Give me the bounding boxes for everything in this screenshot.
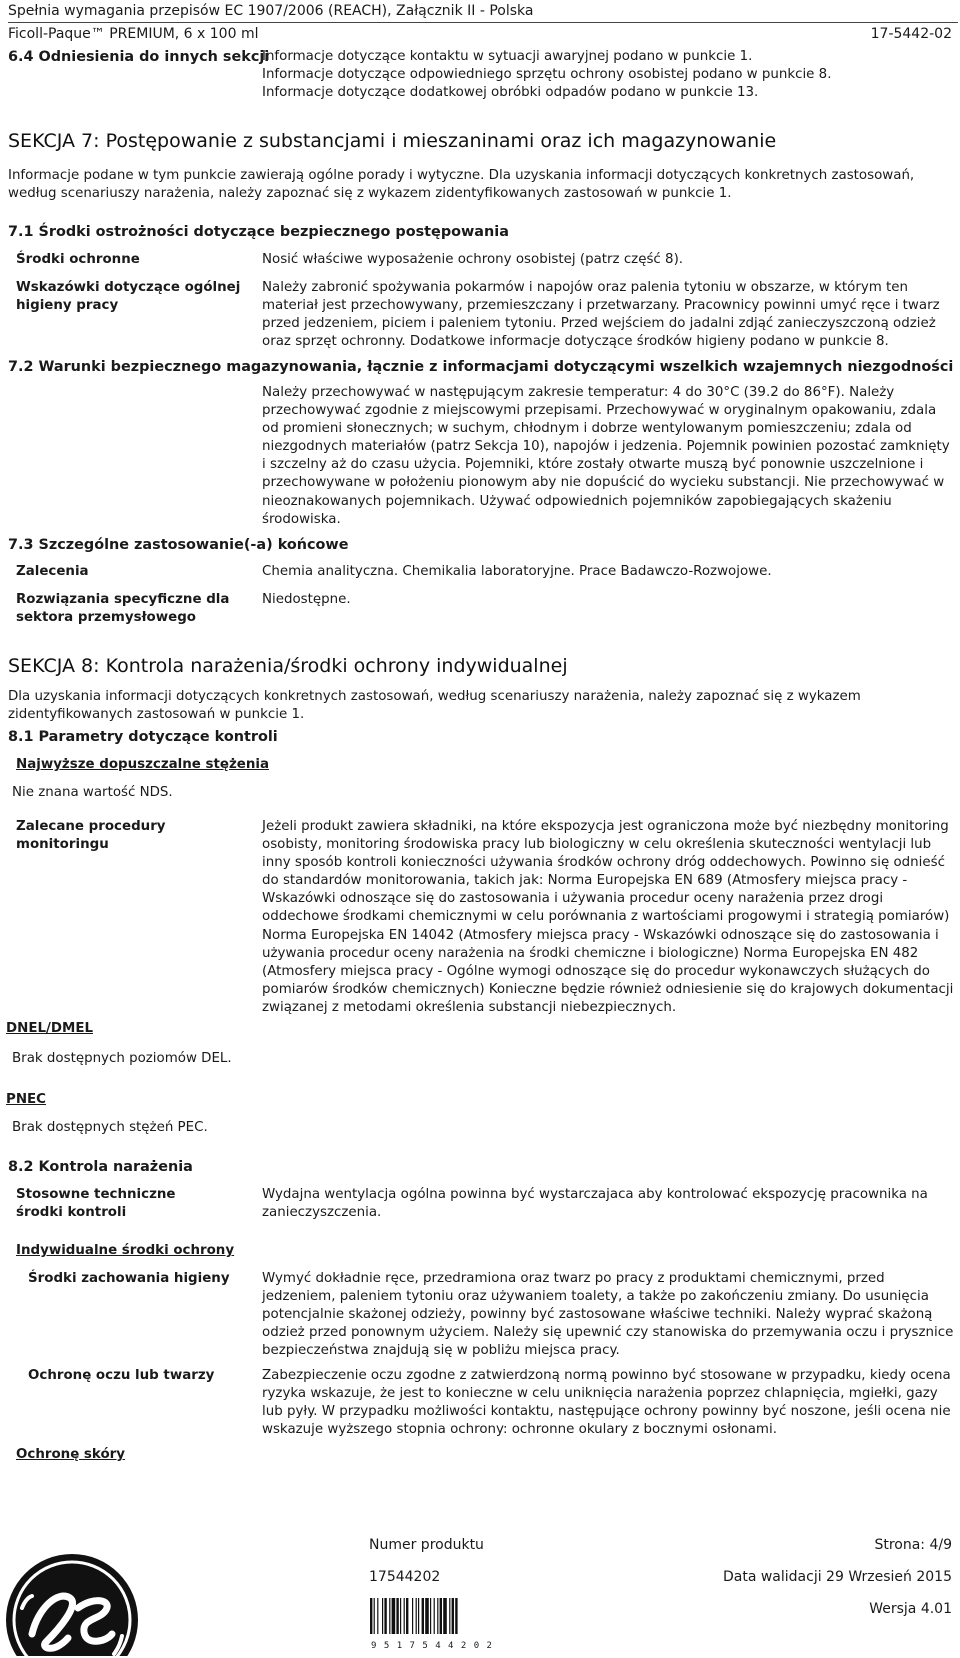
barcode-bar bbox=[418, 1598, 419, 1634]
s72-value: Należy przechowywać w następującym zakresie temperatur: 4 do 30°C (39.2 do 86°F). Należy przechowywać zgodnie z miejscowymi przepisami. Przechowywać w oryginalnym opakowaniu, zdala od promieni słonecznych; w suchym, chłodnym i dobrze wentylowanym pomieszczeniu; zdala od niezgodnych materiałów (patrz Sekcja 10), napojów i jedzenia. Pojemnik powinien pozostać zamknięty i szczelny aż do czasu użycia. Pojemniki, które zostały otwarte muszą być ponownie uszczelnione i przechowywane w położeniu pionowym aby nie dopuścić do wycieku substancji. Nie przechowywać w nieoznakowanych pojemnikach. Używać odpowiednich pojemników zapobiegających skażeniu środowiska. bbox=[262, 385, 950, 527]
section-7-title: SEKCJA 7: Postępowanie z substancjami i mieszaninami oraz ich magazynowanie bbox=[8, 130, 777, 152]
barcode-bar bbox=[422, 1598, 424, 1634]
s72-title: 7.2 Warunki bezpiecznego magazynowania, łącznie z informacjami dotyczącymi wszelkich wzajemnych niezgodności bbox=[8, 359, 954, 375]
s81-dnel-label: DNEL/DMEL bbox=[6, 1021, 94, 1036]
section-8-title: SEKCJA 8: Kontrola narażenia/środki ochrony indywidualnej bbox=[8, 655, 568, 677]
s82-eye-value: Zabezpieczenie oczu zgodne z zatwierdzoną normą powinno być stosowane w przypadku, kiedy ocena ryzyka wskazuje, że jest to konieczne w celu uniknięcia narażenia poprzez chlapnięcia, mgiełki, gazy lub pyły. W przypadku możliwości kontaktu, następujące ochrony powinny być noszone, jeśli ocena nie wskazuje wyższego stopnia ochrony: ochronne okulary z bocznymi osłonami. bbox=[262, 1368, 951, 1438]
footer-validation-date: Data walidacji 29 Wrzesień 2015 bbox=[722, 1569, 952, 1585]
barcode-bar bbox=[389, 1598, 390, 1634]
barcode-bar bbox=[412, 1598, 413, 1634]
barcode-bar bbox=[400, 1598, 401, 1634]
s71-protective-label: Środki ochronne bbox=[16, 252, 140, 267]
s81-monitoring-value: Jeżeli produkt zawiera składniki, na które ekspozycja jest ograniczona może być niezbędny monitoring osobisty, monitoring środowiska pracy lub biologiczny w celu określenia skuteczności wentylacji lub inny sposób kontroli konieczności używania środków ochrony dróg oddechowych. Powinno się odnieść do standardów monitorowania, takich jak: Norma Europejska EN 689 (Atmosfery miejsca pracy - Wskazówki odnoszące się do zastosowania i używania procedur oceny narażenia przez drogi oddechowe środkami chemicznymi w celu porównania z wartościami progowymi i strategią pomiarów) Norma Europejska EN 14042 (Atmosfery miejsca pracy - Wskazówki odnoszące się do zastosowania i używania procedur oceny narażenia na środki chemiczne i biologiczne) Norma Europejska EN 482 (Atmosfery miejsca pracy - Ogólne wymogi odnoszące się do procedur wykonawczych służących do pomiarów środków chemicznych) Konieczne będzie również odniesienie się do krajowych dokumentacji związanej z metodami określenia substancji niebezpiecznych. bbox=[262, 819, 954, 1015]
header-product: Ficoll-Paque™ PREMIUM, 6 x 100 ml bbox=[8, 26, 259, 42]
barcode-bar bbox=[452, 1598, 454, 1634]
footer-version: Wersja 4.01 bbox=[869, 1601, 952, 1617]
s82-hygiene-label: Środki zachowania higieny bbox=[28, 1271, 230, 1286]
s81-pnec-value: Brak dostępnych stężeń PEC. bbox=[12, 1120, 208, 1135]
barcode-bar bbox=[434, 1598, 435, 1634]
barcode-bar bbox=[396, 1598, 398, 1634]
footer-page: Strona: 4/9 bbox=[874, 1537, 952, 1553]
barcode-bar bbox=[416, 1598, 417, 1634]
barcode-bar bbox=[449, 1598, 450, 1634]
barcode-bar bbox=[455, 1598, 457, 1634]
s81-pnec-label: PNEC bbox=[6, 1092, 46, 1107]
footer-product-number: 17544202 bbox=[369, 1569, 441, 1585]
s73-title: 7.3 Szczególne zastosowanie(-a) końcowe bbox=[8, 537, 349, 553]
barcode-bar bbox=[425, 1598, 429, 1634]
barcode-icon bbox=[369, 1598, 495, 1636]
s64-line-3: Informacje dotyczące dodatkowej obróbki odpadów podano w punkcie 13. bbox=[262, 85, 759, 100]
header-regulation: Spełnia wymagania przepisów EC 1907/2006 (REACH), Załącznik II - Polska bbox=[8, 3, 534, 19]
s73-recommendations-label: Zalecenia bbox=[16, 564, 89, 579]
barcode-bar bbox=[430, 1598, 431, 1634]
s71-hygiene-value: Należy zabronić spożywania pokarmów i napojów oraz palenia tytoniu w obszarze, w którym ten materiał jest przechowywany, przemieszczany i przetwarzany. Pracownicy powinni umyć ręce i twarz przed jedzeniem, piciem i paleniem tytoniu. Przed wejściem do jadalni zdjąć zanieczyszczoną odzież oraz sprzęt ochronny. Dodatkowe informacje dotyczące środków higieny podano w punkcie 8. bbox=[262, 280, 940, 350]
footer-product-label: Numer produktu bbox=[369, 1537, 484, 1553]
s81-title: 8.1 Parametry dotyczące kontroli bbox=[8, 729, 278, 745]
ge-logo bbox=[2, 1550, 142, 1656]
s71-title: 7.1 Środki ostrożności dotyczące bezpiecznego postępowania bbox=[8, 224, 509, 240]
barcode-bar bbox=[404, 1598, 405, 1634]
s64-line-2: Informacje dotyczące odpowiedniego sprzętu ochrony osobistej podano w punkcie 8. bbox=[262, 67, 832, 82]
s82-eye-label: Ochronę oczu lub twarzy bbox=[28, 1368, 215, 1383]
barcode-bar bbox=[392, 1598, 396, 1634]
barcode-bar bbox=[437, 1598, 438, 1634]
s64-label: 6.4 Odniesienia do innych sekcji bbox=[8, 49, 270, 65]
s73-recommendations-value: Chemia analityczna. Chemikalia laboratoryjne. Prace Badawczo-Rozwojowe. bbox=[262, 564, 772, 579]
s82-title: 8.2 Kontrola narażenia bbox=[8, 1159, 193, 1175]
s82-ppe-label: Indywidualne środki ochrony bbox=[16, 1243, 235, 1258]
footer-barcode-digits: 9 5 1 7 5 4 4 2 0 2 bbox=[371, 1641, 493, 1652]
footer-barcode bbox=[369, 1598, 495, 1652]
barcode-bar bbox=[443, 1598, 447, 1634]
s82-engineering-value: Wydajna wentylacja ogólna powinna być wystarczajaca aby kontrolować ekspozycję pracownika na zanieczyszczenia. bbox=[262, 1187, 928, 1221]
ge-monogram-icon bbox=[2, 1550, 142, 1656]
header-divider bbox=[8, 22, 958, 23]
s73-industry-value: Niedostępne. bbox=[262, 592, 351, 607]
s81-dnel-value: Brak dostępnych poziomów DEL. bbox=[12, 1051, 232, 1066]
barcode-bar bbox=[406, 1598, 408, 1634]
barcode-bar bbox=[384, 1598, 386, 1634]
barcode-bar bbox=[374, 1598, 375, 1634]
s82-hygiene-value: Wymyć dokładnie ręce, przedramiona oraz twarz po pracy z produktami chemicznymi, przed jedzeniem, paleniem tytoniu oraz używaniem toalety, a także po zakończeniu zmiany. Do usunięcia potencjalnie skażonej odzieży, powinny być zastosowane właściwe techniki. Należy wyprać skażoną odzież przed ponownym użyciem. Należy się upewnić czy stanowiska do przemywania oczu i prysznice bezpieczeństwa znajdują się w pobliżu miejsca pracy. bbox=[262, 1271, 954, 1359]
s71-hygiene-label: Wskazówki dotyczące ogólnej higieny pracy bbox=[16, 280, 241, 314]
section-7-intro: Informacje podane w tym punkcie zawierają ogólne porady i wytyczne. Dla uzyskania informacji dotyczących konkretnych zastosowań, według scenariuszy narażenia, należy zapoznać się z wykazem zidentyfikowanych zastosowań w punkcie 1. bbox=[8, 168, 915, 202]
s82-skin-label: Ochronę skóry bbox=[16, 1447, 125, 1462]
barcode-bar bbox=[382, 1598, 383, 1634]
s64-line-1: Informacje dotyczące kontaktu w sytuacji awaryjnej podano w punkcie 1. bbox=[262, 49, 753, 64]
header-code: 17-5442-02 bbox=[870, 26, 952, 42]
s73-industry-label: Rozwiązania specyficzne dla sektora przemysłowego bbox=[16, 592, 230, 626]
s81-limits-value: Nie znana wartość NDS. bbox=[12, 785, 173, 800]
section-8-intro: Dla uzyskania informacji dotyczących konkretnych zastosowań, według scenariuszy narażenia, należy zapoznać się z wykazem zidentyfikowanych zastosowań w punkcie 1. bbox=[8, 689, 861, 723]
barcode-bar bbox=[440, 1598, 442, 1634]
s81-monitoring-label: Zalecane procedury monitoringu bbox=[16, 819, 166, 853]
s82-engineering-label: Stosowne techniczne środki kontroli bbox=[16, 1187, 176, 1221]
barcode-bar bbox=[370, 1598, 372, 1634]
barcode-bar bbox=[377, 1598, 378, 1634]
s81-limits-label: Najwyższe dopuszczalne stężenia bbox=[16, 757, 270, 772]
s71-protective-value: Nosić właściwe wyposażenie ochrony osobistej (patrz część 8). bbox=[262, 252, 684, 267]
